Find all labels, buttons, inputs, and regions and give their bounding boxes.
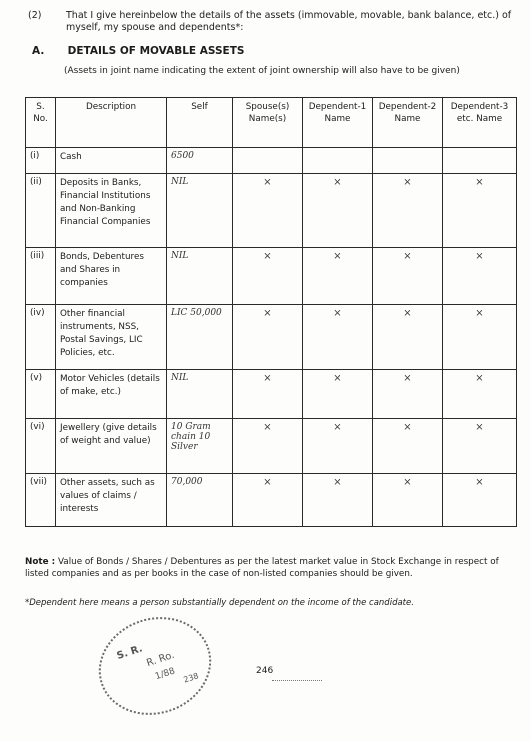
dependent-1-value: ×: [303, 305, 373, 370]
spouse-value: ×: [233, 305, 303, 370]
table-row: [26, 474, 517, 527]
dependent-1-value: ×: [303, 370, 373, 419]
stamp-line-3: 1/88: [154, 666, 177, 683]
dependent-1-value: ×: [303, 474, 373, 527]
section-subtitle: (Assets in joint name indicating the extent of joint ownership will also have to be given): [64, 66, 460, 76]
stamp-line-2: R. Ro.: [145, 649, 176, 670]
section-heading: [32, 45, 244, 57]
self-value: 6500: [167, 148, 233, 174]
official-stamp: [86, 603, 224, 730]
stamp-line-4: 238: [182, 671, 200, 685]
table-row: [26, 370, 517, 419]
row-number: (iv): [26, 305, 56, 370]
note-text: Value of Bonds / Shares / Debentures as per the latest market value in Stock Exchange in respect of listed companies and as per books in the case of non-listed companies should be given.: [25, 557, 499, 579]
row-number: (i): [26, 148, 56, 174]
movable-assets-table: [25, 97, 517, 527]
dependent-3-value: [443, 148, 517, 174]
note-label: Note :: [25, 557, 56, 567]
row-number: (ii): [26, 174, 56, 248]
note: [25, 556, 515, 580]
section-letter: A.: [32, 45, 45, 57]
header-spouse: Spouse(s) Name(s): [233, 98, 303, 148]
dependent-footnote: *Dependent here means a person substantially dependent on the income of the candidate.: [25, 598, 414, 608]
table-row: [26, 248, 517, 305]
section-title: DETAILS OF MOVABLE ASSETS: [67, 45, 245, 57]
header-dependent-3: Dependent-3 etc. Name: [443, 98, 517, 148]
dependent-2-value: ×: [373, 370, 443, 419]
row-number: (vii): [26, 474, 56, 527]
intro-number: (2): [28, 10, 42, 21]
dependent-2-value: ×: [373, 248, 443, 305]
dependent-1-value: ×: [303, 248, 373, 305]
row-number: (vi): [26, 419, 56, 474]
intro-paragraph: [28, 10, 518, 34]
table-header-row: [26, 98, 517, 148]
header-dependent-2: Dependent-2 Name: [373, 98, 443, 148]
stamp-line-1: S. R.: [115, 643, 144, 662]
table-row: [26, 419, 517, 474]
table-row: [26, 305, 517, 370]
page-number: 246: [256, 666, 274, 676]
spouse-value: ×: [233, 248, 303, 305]
spouse-value: ×: [233, 419, 303, 474]
dependent-2-value: ×: [373, 474, 443, 527]
self-value: 70,000: [167, 474, 233, 527]
dependent-1-value: [303, 148, 373, 174]
dependent-1-value: ×: [303, 419, 373, 474]
row-description: Other financial instruments, NSS, Postal Savings, LIC Policies, etc.: [56, 305, 167, 370]
dependent-3-value: ×: [443, 419, 517, 474]
header-description: Description: [56, 98, 167, 148]
dependent-2-value: [373, 148, 443, 174]
spouse-value: ×: [233, 474, 303, 527]
self-value: NIL: [167, 370, 233, 419]
dependent-2-value: ×: [373, 174, 443, 248]
dependent-3-value: ×: [443, 474, 517, 527]
row-description: Bonds, Debentures and Shares in companies: [56, 248, 167, 305]
spouse-value: [233, 148, 303, 174]
row-description: Other assets, such as values of claims / interests: [56, 474, 167, 527]
self-value: LIC 50,000: [167, 305, 233, 370]
signature-line: [272, 680, 322, 681]
self-value: NIL: [167, 248, 233, 305]
header-dependent-1: Dependent-1 Name: [303, 98, 373, 148]
dependent-3-value: ×: [443, 305, 517, 370]
row-description: Deposits in Banks, Financial Institutions and Non-Banking Financial Companies: [56, 174, 167, 248]
row-description: Cash: [56, 148, 167, 174]
dependent-2-value: ×: [373, 419, 443, 474]
row-number: (v): [26, 370, 56, 419]
header-self: Self: [167, 98, 233, 148]
dependent-3-value: ×: [443, 248, 517, 305]
spouse-value: ×: [233, 370, 303, 419]
dependent-3-value: ×: [443, 174, 517, 248]
row-description: Motor Vehicles (details of make, etc.): [56, 370, 167, 419]
dependent-3-value: ×: [443, 370, 517, 419]
dependent-2-value: ×: [373, 305, 443, 370]
spouse-value: ×: [233, 174, 303, 248]
header-sno: S. No.: [26, 98, 56, 148]
self-value: 10 Gram chain 10 Silver: [167, 419, 233, 474]
table-row: [26, 174, 517, 248]
dependent-1-value: ×: [303, 174, 373, 248]
row-description: Jewellery (give details of weight and value): [56, 419, 167, 474]
row-number: (iii): [26, 248, 56, 305]
self-value: NIL: [167, 174, 233, 248]
table-row: [26, 148, 517, 174]
intro-text: That I give hereinbelow the details of the assets (immovable, movable, bank balance, etc.) of myself, my spouse and dependents*:: [66, 10, 512, 33]
